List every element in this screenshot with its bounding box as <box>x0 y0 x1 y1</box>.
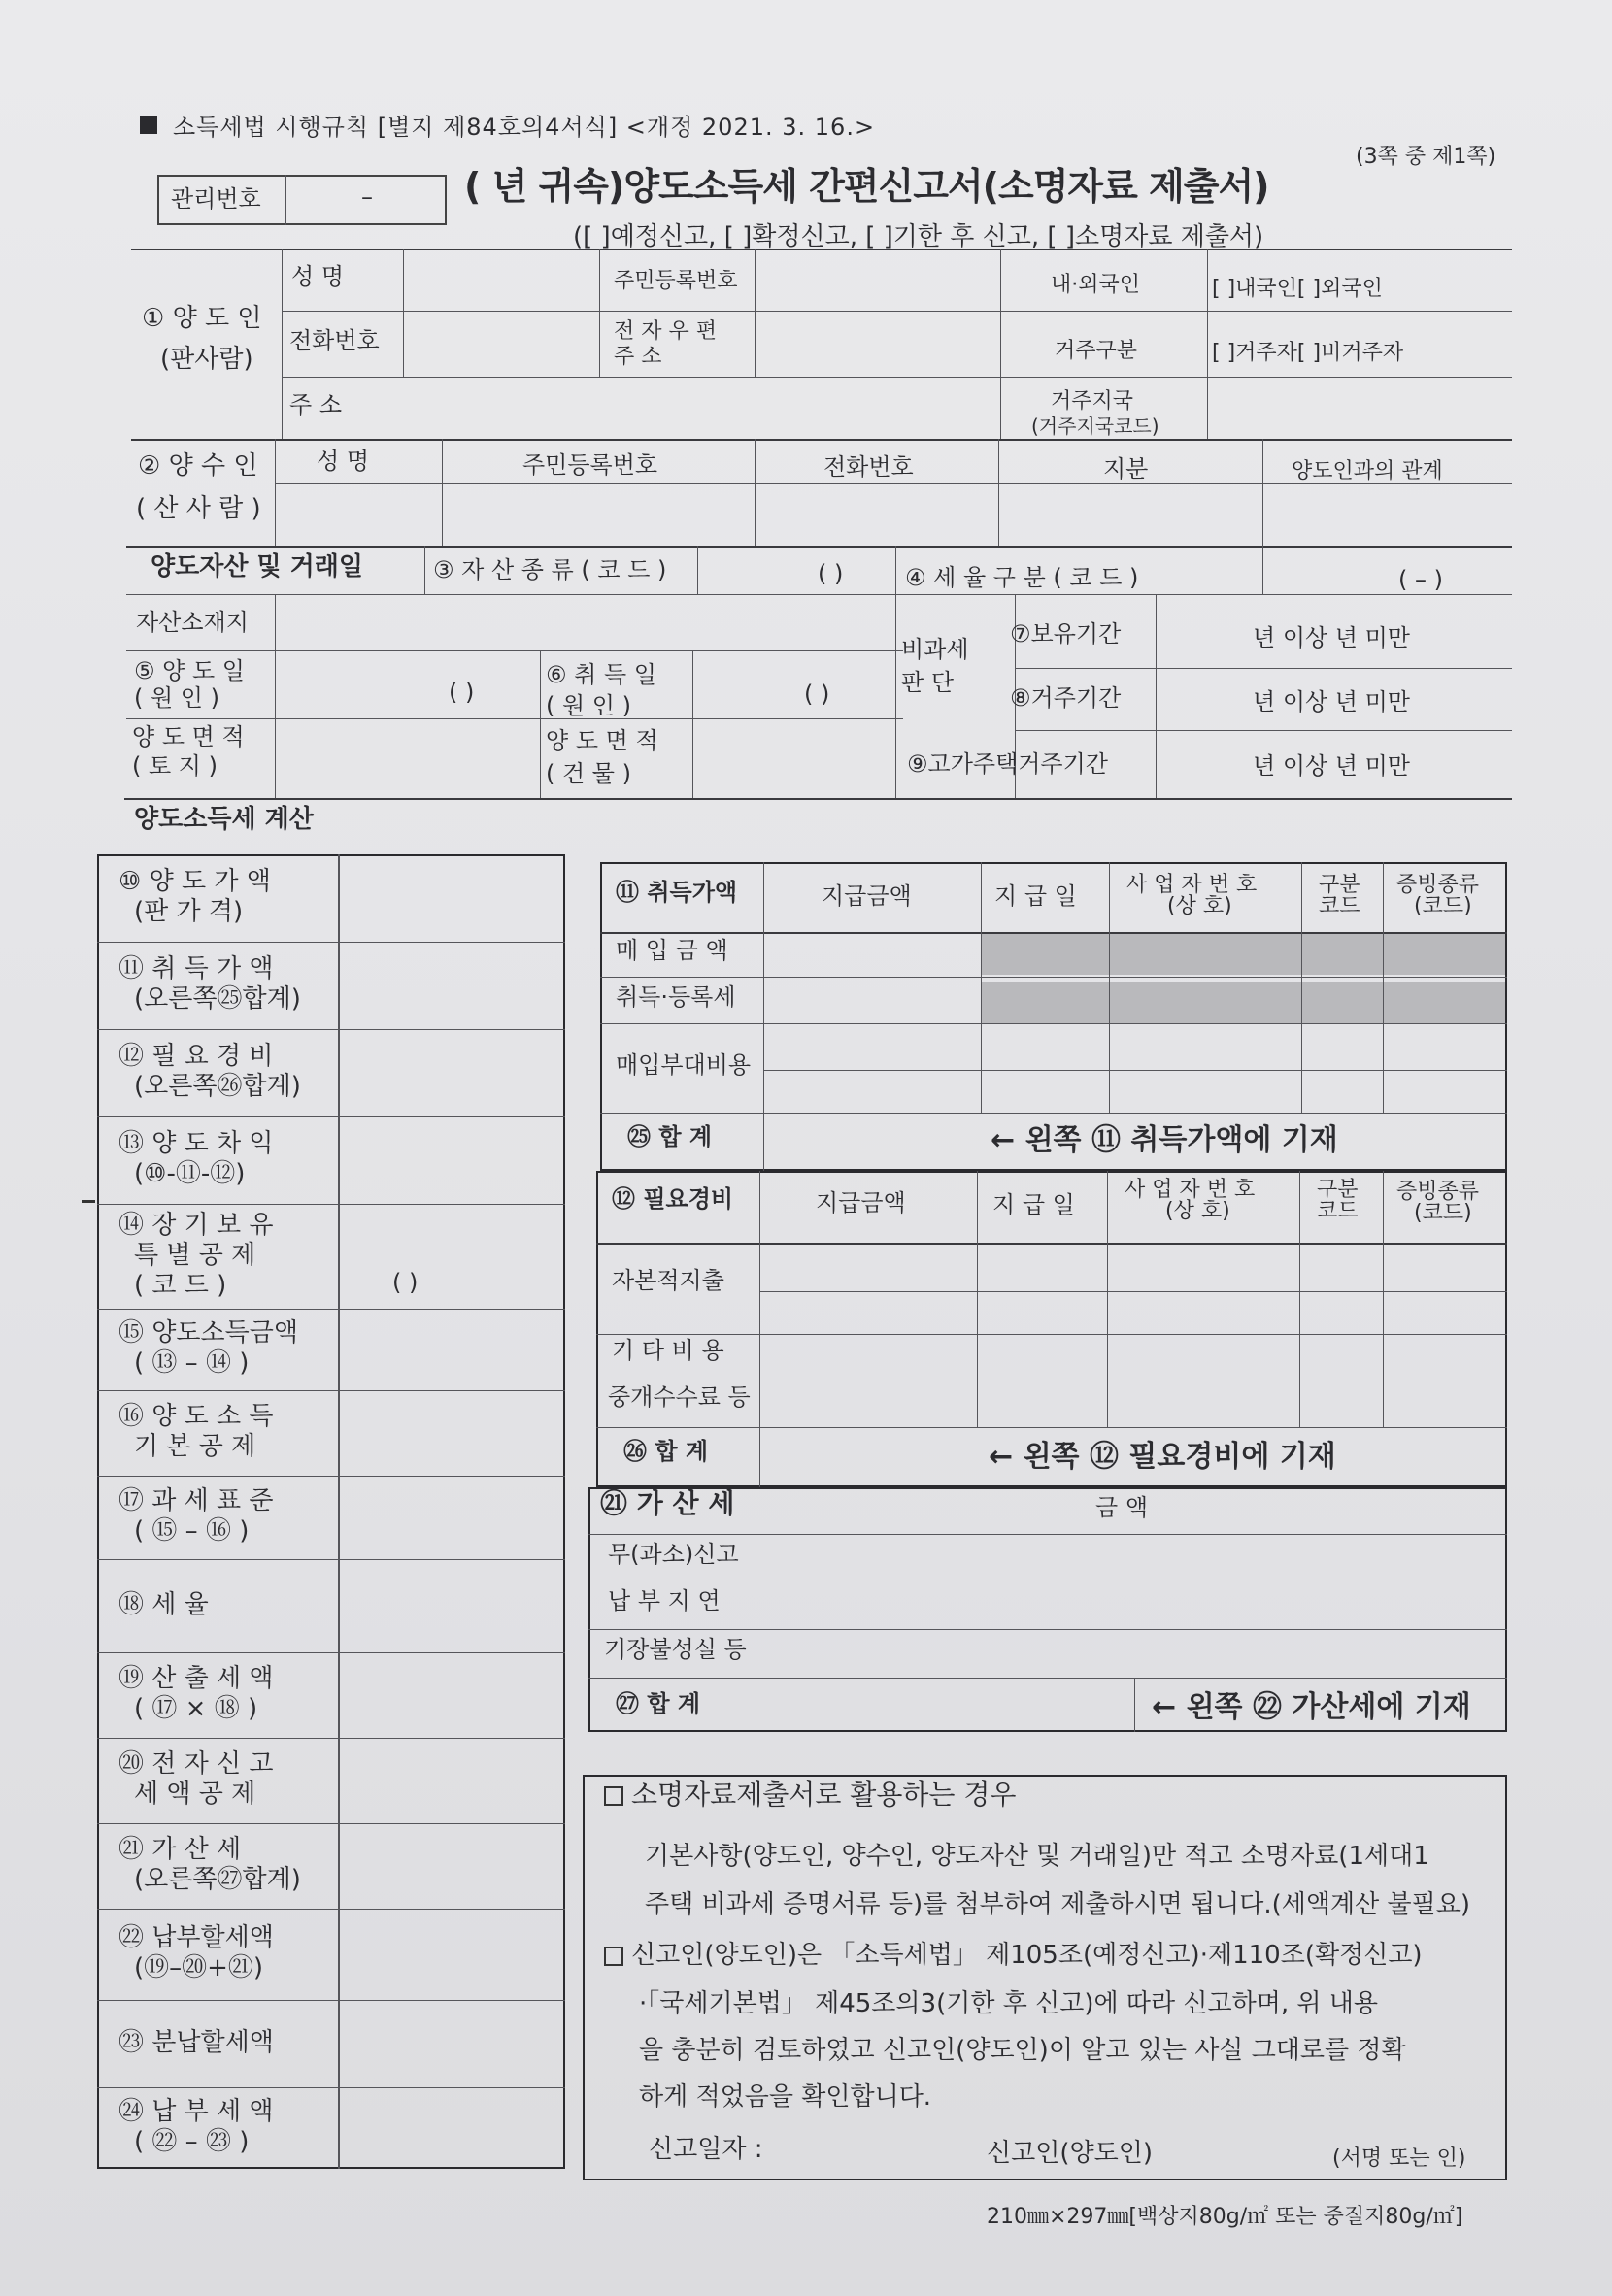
calc-row-label: ⑪ 취 득 가 액 <box>118 954 274 983</box>
calc-row-label: ( ⑬ – ⑭ ) <box>134 1348 250 1378</box>
acq-col-bizname: (상 호) <box>1167 894 1232 918</box>
asset-rate-label: ④ 세 율 구 분 ( 코 드 ) <box>905 564 1139 591</box>
acq-col-code: 코드 <box>1319 894 1360 918</box>
hold-period-value: 년 이상 년 미만 <box>1253 624 1410 651</box>
exp-col-bizno: 사 업 자 번 호 <box>1125 1178 1256 1202</box>
exp-col-amount: 지급금액 <box>816 1189 906 1216</box>
seller-resident-label: 주민등록번호 <box>614 269 738 293</box>
bldg-area-label-1: 양 도 면 적 <box>546 727 658 754</box>
calc-row-label: (판 가 격) <box>134 897 244 926</box>
exp-col-evidence: 증빙종류 <box>1396 1180 1480 1204</box>
nontax-label-1: 비과세 <box>901 636 969 663</box>
calc-row-label: ( ⑮ – ⑯ ) <box>134 1516 250 1546</box>
luxury-period-value: 년 이상 년 미만 <box>1253 752 1410 780</box>
calc-row-label: ( ⑰ × ⑱ ) <box>134 1694 258 1723</box>
pen-row-bookkeeping: 기장불성실 등 <box>604 1636 747 1663</box>
exp-total-note: ← 왼쪽 ⑫ 필요경비에 기재 <box>989 1440 1336 1474</box>
calc-row-label: (오른쪽㉕합계) <box>134 984 301 1014</box>
checkbox-icon[interactable] <box>604 1786 623 1806</box>
notice-date-label: 신고일자 : <box>649 2135 763 2164</box>
acq-col-evidence-code: (코드) <box>1414 894 1472 918</box>
pen-header: ㉑ 가 산 세 <box>600 1487 735 1519</box>
reside-period-label: ⑧거주기간 <box>1010 684 1122 712</box>
acq-date-paren: ( ) <box>804 681 830 708</box>
calc-row-label: ⑩ 양 도 가 액 <box>118 867 271 896</box>
seller-section-label: ① 양 도 인 <box>142 304 262 333</box>
land-area-label-1: 양 도 면 적 <box>132 723 245 750</box>
calc-row-label: ⑯ 양 도 소 득 <box>118 1402 274 1431</box>
pen-total-note: ← 왼쪽 ㉒ 가산세에 기재 <box>1152 1690 1471 1724</box>
calc-row-label: (⑲–⑳+㉑) <box>134 1953 264 1982</box>
asset-location-label: 자산소재지 <box>136 609 249 636</box>
acq-total-label: ㉕ 합 계 <box>627 1123 713 1150</box>
calc-row-label: ⑳ 전 자 신 고 <box>118 1749 274 1779</box>
notice-p1b: 주택 비과세 증명서류 등)를 첨부하여 제출하시면 됩니다.(세액계산 불필요) <box>645 1890 1471 1919</box>
calc-row-label: 기 본 공 제 <box>134 1432 256 1461</box>
paper-spec-footer: 210㎜×297㎜[백상지80g/㎡ 또는 중질지80g/㎡] <box>987 2205 1463 2229</box>
calc-row-label: 세 액 공 제 <box>134 1780 256 1809</box>
acq-total-note: ← 왼쪽 ⑪ 취득가액에 기재 <box>991 1123 1338 1157</box>
transfer-date-label-1: ⑤ 양 도 일 <box>134 657 245 684</box>
acq-col-kind: 구분 <box>1319 873 1360 897</box>
exp-row-broker: 중개수수료 등 <box>608 1383 751 1411</box>
acq-col-amount: 지급금액 <box>822 882 912 910</box>
calc-row-label: ㉓ 분납할세액 <box>118 2027 274 2057</box>
calc-row-label: ㉑ 가 산 세 <box>118 1835 242 1864</box>
calc-row-label: ⑰ 과 세 표 준 <box>118 1486 274 1515</box>
nontax-label-2: 판 단 <box>901 669 954 696</box>
exp-row-other: 기 타 비 용 <box>612 1337 724 1364</box>
acq-col-date: 지 급 일 <box>994 882 1077 910</box>
shade-registration <box>981 982 1505 1023</box>
buyer-resident-label: 주민등록번호 <box>522 451 658 479</box>
calc-row-label: ㉔ 납 부 세 액 <box>118 2097 274 2126</box>
asset-rate-paren: ( – ) <box>1398 566 1443 593</box>
notice-sign-label: (서명 또는 인) <box>1332 2146 1466 2171</box>
notice-heading <box>604 1780 1016 1811</box>
buyer-section-sub: ( 산 사 람 ) <box>136 494 261 523</box>
land-area-label-2: ( 토 지 ) <box>132 752 218 780</box>
seller-nationality-label: 내·외국인 <box>1051 273 1141 297</box>
seller-email-label-2: 주 소 <box>614 345 662 369</box>
seller-country-label-2: (거주지국코드) <box>1031 415 1159 438</box>
mgmt-value: – <box>361 183 373 211</box>
exp-row-capital: 자본적지출 <box>612 1267 724 1294</box>
pen-row-undeclared: 무(과소)신고 <box>608 1541 739 1568</box>
calc-row-label: ㉒ 납부할세액 <box>118 1923 274 1952</box>
seller-country-label-1: 거주지국 <box>1051 389 1134 414</box>
notice-signer-label: 신고인(양도인) <box>987 2139 1153 2168</box>
acq-date-label-1: ⑥ 취 득 일 <box>546 661 656 688</box>
page-info: (3쪽 중 제1쪽) <box>1356 145 1496 169</box>
acq-date-label-2: ( 원 인 ) <box>546 692 631 719</box>
regulation-text: 소득세법 시행규칙 [별지 제84호의4서식] <개정 2021. 3. 16.> <box>173 114 876 141</box>
asset-type-label: ③ 자 산 종 류 ( 코 드 ) <box>433 556 667 583</box>
notice-p1a: 기본사항(양도인, 양수인, 양도자산 및 거래일)만 적고 소명자료(1세대1 <box>645 1842 1429 1871</box>
form-subtitle: ([ ]예정신고, [ ]확정신고, [ ]기한 후 신고, [ ]소명자료 제출서) <box>573 222 1264 251</box>
seller-name-label: 성 명 <box>291 263 344 290</box>
exp-col-date: 지 급 일 <box>992 1191 1075 1218</box>
exp-col-evidence-code: (코드) <box>1414 1201 1472 1225</box>
black-square-icon <box>140 116 157 134</box>
calc-code-paren: ( ) <box>392 1269 419 1296</box>
bldg-area-label-2: ( 건 물 ) <box>546 760 631 787</box>
buyer-phone-label: 전화번호 <box>823 453 914 481</box>
transfer-date-label-2: ( 원 인 ) <box>134 684 219 712</box>
calc-row-label: 특 별 공 제 <box>134 1240 256 1270</box>
calc-section-title: 양도소득세 계산 <box>134 805 314 834</box>
notice-p2c: 을 충분히 검토하였고 신고인(양도인)이 알고 있는 사실 그대로를 정확 <box>639 2036 1406 2065</box>
calc-row-label: ⑭ 장 기 보 유 <box>118 1210 274 1240</box>
asset-type-paren: ( ) <box>818 560 844 587</box>
buyer-name-label: 성 명 <box>317 448 369 475</box>
calc-row-label: ⑱ 세 율 <box>118 1589 209 1619</box>
calc-row-label: (오른쪽㉗합계) <box>134 1865 301 1894</box>
exp-col-bizname: (상 호) <box>1165 1199 1230 1223</box>
acq-row-purchase: 매 입 금 액 <box>616 937 728 964</box>
calc-row-label: ⑮ 양도소득금액 <box>118 1318 298 1348</box>
pen-total-label: ㉗ 합 계 <box>616 1690 701 1717</box>
seller-residence-opts[interactable]: [ ]거주자[ ]비거주자 <box>1212 341 1404 365</box>
exp-total-label: ㉖ 합 계 <box>623 1438 709 1465</box>
notice-p2d: 하게 적었음을 확인합니다. <box>639 2082 932 2112</box>
acq-col-bizno: 사 업 자 번 호 <box>1126 873 1258 897</box>
seller-phone-label: 전화번호 <box>289 327 380 354</box>
calc-row-label: ⑲ 산 출 세 액 <box>118 1664 274 1693</box>
calc-row-label: ( 코 드 ) <box>134 1270 227 1300</box>
hold-period-label: ⑦보유기간 <box>1010 620 1122 648</box>
pen-col-amount: 금 액 <box>1095 1494 1148 1521</box>
buyer-relation-label: 양도인과의 관계 <box>1292 459 1443 483</box>
seller-nationality-opts[interactable]: [ ]내국인[ ]외국인 <box>1212 277 1383 301</box>
luxury-period-label: ⑨고가주택거주기간 <box>907 750 1108 778</box>
acq-row-registration: 취득·등록세 <box>616 983 736 1011</box>
buyer-share-label: 지분 <box>1103 455 1149 482</box>
seller-residence-label: 거주구분 <box>1055 339 1138 363</box>
calc-row-label: ⑫ 필 요 경 비 <box>118 1042 274 1071</box>
asset-section-label: 양도자산 및 거래일 <box>151 552 364 582</box>
notice-p2a <box>604 1942 1423 1970</box>
pen-row-late: 납 부 지 연 <box>608 1587 721 1614</box>
acq-header: ⑪ 취득가액 <box>616 879 738 906</box>
checkbox-icon[interactable] <box>604 1947 623 1966</box>
mgmt-label: 관리번호 <box>171 185 261 213</box>
buyer-section-label: ② 양 수 인 <box>138 451 258 481</box>
reside-period-value: 년 이상 년 미만 <box>1253 688 1410 715</box>
notice-heading-text: 소명자료제출서로 활용하는 경우 <box>631 1779 1017 1811</box>
exp-header: ⑫ 필요경비 <box>612 1185 734 1213</box>
shade-purchase <box>981 934 1505 975</box>
calc-row-label: ( ㉒ – ㉓ ) <box>134 2127 250 2156</box>
acq-row-incidental: 매입부대비용 <box>616 1051 752 1079</box>
transfer-date-paren: ( ) <box>449 679 475 706</box>
seller-address-label: 주 소 <box>289 391 342 418</box>
calc-row-label: (⑩-⑪-⑫) <box>134 1159 246 1188</box>
acq-col-evidence: 증빙종류 <box>1396 873 1480 897</box>
form-title: ( 년 귀속)양도소득세 간편신고서(소명자료 제출서) <box>464 165 1269 208</box>
notice-p2a-text: 신고인(양도인)은 「소득세법」 제105조(예정신고)·제110조(확정신고) <box>631 1941 1423 1970</box>
exp-col-code: 코드 <box>1317 1199 1359 1223</box>
notice-box <box>583 1775 1507 2180</box>
seller-section-sub: (판사람) <box>160 345 253 374</box>
margin-mark <box>82 1200 95 1203</box>
calc-row-label: (오른쪽㉖합계) <box>134 1072 301 1101</box>
calc-row-label: ⑬ 양 도 차 익 <box>118 1129 274 1158</box>
seller-email-label-1: 전 자 우 편 <box>614 319 717 344</box>
notice-p2b: ·「국세기본법」 제45조의3(기한 후 신고)에 따라 신고하며, 위 내용 <box>639 1989 1378 2018</box>
exp-col-kind: 구분 <box>1317 1178 1359 1202</box>
